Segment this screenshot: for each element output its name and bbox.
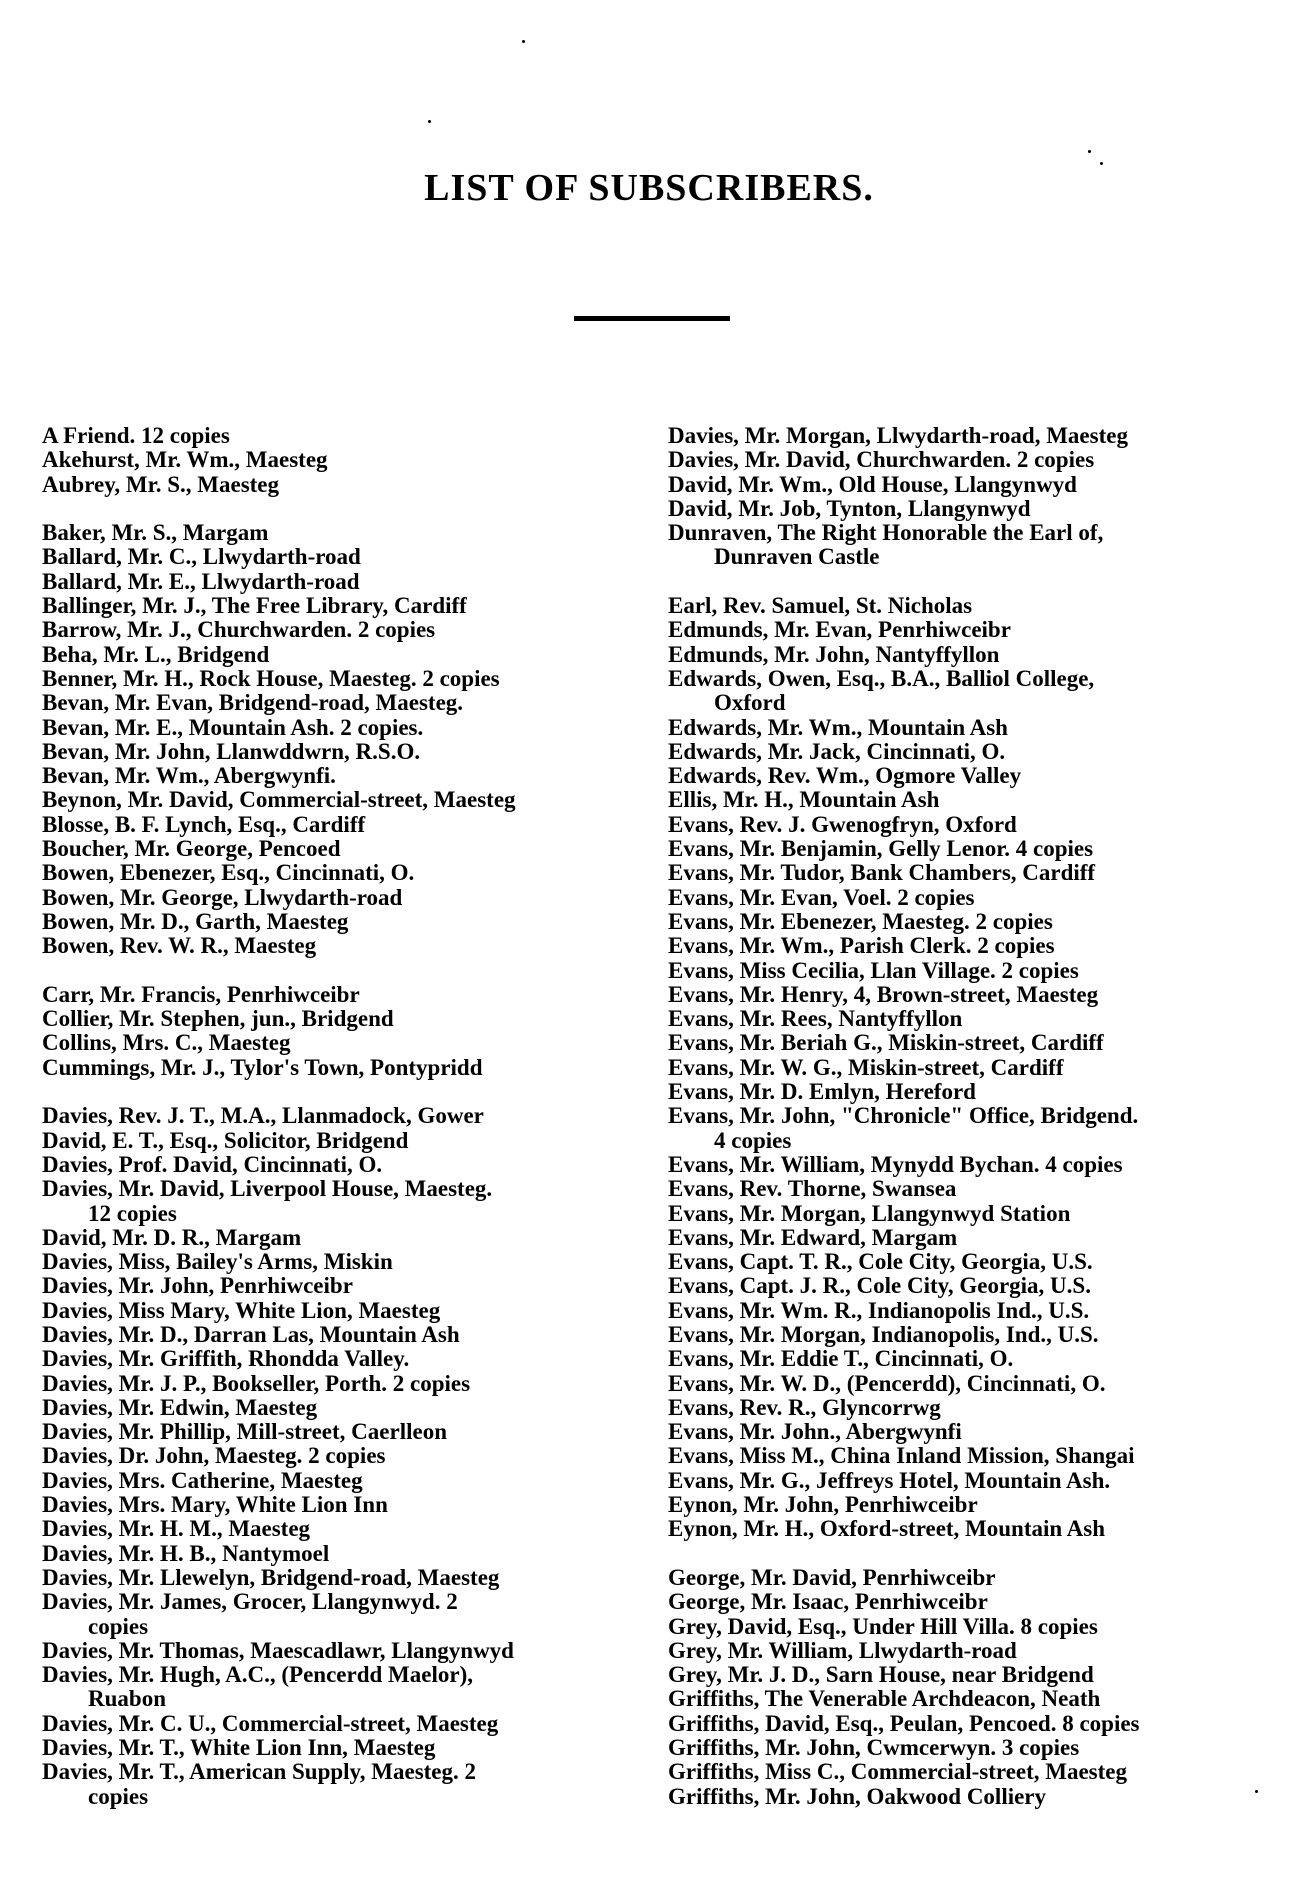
subscriber-group	[42, 983, 632, 1080]
subscriber-entry	[668, 1639, 1258, 1663]
subscriber-entry	[668, 521, 1258, 570]
subscriber-entry-line: Evans, Capt. T. R., Cole City, Georgia, U.S.	[668, 1249, 1093, 1275]
subscriber-entry	[668, 1299, 1258, 1323]
subscriber-entry	[668, 788, 1258, 812]
subscriber-entry-line: Evans, Rev. J. Gwenogfryn, Oxford	[668, 811, 1017, 837]
subscriber-group	[42, 424, 632, 497]
subscriber-entry	[668, 1469, 1258, 1493]
subscriber-entry	[42, 618, 632, 642]
subscriber-entry-line: Davies, Mrs. Catherine, Maesteg	[42, 1467, 363, 1493]
subscriber-entry	[668, 618, 1258, 642]
subscriber-entry-line: Dunraven, The Right Honorable the Earl of,	[668, 520, 1104, 546]
subscriber-entry-line: Evans, Mr. John, "Chronicle" Office, Bridgend.	[668, 1103, 1139, 1129]
subscriber-entry	[42, 1104, 632, 1128]
subscriber-entry	[668, 1687, 1258, 1711]
subscriber-entry	[42, 764, 632, 788]
subscriber-entry-continuation: Dunraven Castle	[714, 544, 880, 570]
subscriber-entry	[668, 643, 1258, 667]
subscriber-entry-continuation: copies	[88, 1613, 149, 1639]
subscriber-entry-line: Blosse, B. F. Lynch, Esq., Cardiff	[42, 811, 366, 837]
subscriber-entry-line: Bowen, Mr. D., Garth, Maesteg	[42, 908, 349, 934]
subscriber-entry	[42, 643, 632, 667]
subscriber-entry	[668, 910, 1258, 934]
subscriber-entry-continuation: Ruabon	[88, 1686, 166, 1712]
subscriber-entry-line: Bevan, Mr. Evan, Bridgend-road, Maesteg.	[42, 690, 464, 716]
subscriber-entry-line: Griffiths, David, Esq., Peulan, Pencoed. 8 copies	[668, 1710, 1140, 1736]
subscriber-entry-line: Griffiths, Mr. John, Oakwood Colliery	[668, 1783, 1047, 1809]
subscriber-entry	[42, 1590, 632, 1639]
page-title: LIST OF SUBSCRIBERS.	[424, 167, 874, 209]
subscriber-entry	[42, 886, 632, 910]
subscriber-entry-line: Edmunds, Mr. Evan, Penrhiwceibr	[668, 617, 1011, 643]
subscriber-entry	[668, 448, 1258, 472]
subscriber-entry	[668, 1615, 1258, 1639]
subscriber-entry	[42, 861, 632, 885]
subscriber-entry	[668, 1590, 1258, 1614]
subscriber-entry	[668, 886, 1258, 910]
subscriber-group	[668, 1566, 1258, 1809]
subscriber-entry-line: Evans, Mr. W. D., (Pencerdd), Cincinnati, O.	[668, 1370, 1106, 1396]
subscriber-entry	[42, 740, 632, 764]
subscriber-entry-line: Evans, Mr. Henry, 4, Brown-street, Maesteg	[668, 981, 1099, 1007]
subscriber-entry-line: Evans, Capt. J. R., Cole City, Georgia, U.S.	[668, 1273, 1091, 1299]
subscriber-entry	[668, 1031, 1258, 1055]
subscriber-entry	[668, 667, 1258, 716]
subscriber-entry-line: Bevan, Mr. Wm., Abergwynfi.	[42, 763, 336, 789]
subscriber-entry	[668, 1663, 1258, 1687]
subscriber-entry	[42, 1056, 632, 1080]
subscriber-entry	[42, 1153, 632, 1177]
subscriber-entry	[42, 983, 632, 1007]
subscriber-entry-line: Evans, Mr. Evan, Voel. 2 copies	[668, 884, 975, 910]
subscriber-entry-line: Evans, Mr. Wm. R., Indianopolis Ind., U.S.	[668, 1297, 1090, 1323]
subscriber-entry	[42, 1396, 632, 1420]
subscriber-entry	[668, 1007, 1258, 1031]
subscriber-entry-line: Davies, Mr. Griffith, Rhondda Valley.	[42, 1346, 410, 1372]
subscriber-entry-line: Eynon, Mr. H., Oxford-street, Mountain Ash	[668, 1516, 1106, 1542]
subscriber-entry	[42, 1177, 632, 1226]
subscriber-entry	[42, 1323, 632, 1347]
subscriber-entry	[42, 1712, 632, 1736]
subscriber-entry	[668, 1566, 1258, 1590]
subscriber-entry-continuation: 12 copies	[88, 1200, 177, 1226]
scan-speck	[522, 40, 525, 43]
subscriber-entry-line: David, Mr. Wm., Old House, Llangynwyd	[668, 471, 1077, 497]
subscriber-entry	[668, 1372, 1258, 1396]
subscriber-entry	[42, 910, 632, 934]
subscriber-entry-line: Aubrey, Mr. S., Maesteg	[42, 471, 280, 497]
subscriber-entry-line: David, Mr. D. R., Margam	[42, 1224, 302, 1250]
subscriber-entry-line: Bowen, Ebenezer, Esq., Cincinnati, O.	[42, 860, 415, 886]
subscriber-entry	[42, 1469, 632, 1493]
subscriber-entry	[668, 1444, 1258, 1468]
subscriber-entry-line: George, Mr. David, Penrhiwceibr	[668, 1564, 996, 1590]
subscriber-entry	[42, 1031, 632, 1055]
subscriber-entry	[42, 1007, 632, 1031]
subscriber-entry	[668, 1153, 1258, 1177]
subscriber-entry-line: Davies, Miss Mary, White Lion, Maesteg	[42, 1297, 441, 1323]
subscriber-entry	[42, 667, 632, 691]
subscriber-entry	[668, 1226, 1258, 1250]
subscriber-entry	[42, 813, 632, 837]
subscriber-entry-line: Davies, Mr. Llewelyn, Bridgend-road, Maesteg	[42, 1564, 500, 1590]
subscriber-entry	[42, 934, 632, 958]
subscriber-entry	[42, 521, 632, 545]
scan-speck	[428, 120, 431, 123]
subscriber-entry-line: Davies, Mr. H. B., Nantymoel	[42, 1540, 330, 1566]
subscriber-entry-line: Davies, Mr. Morgan, Llwydarth-road, Maesteg	[668, 423, 1128, 448]
subscriber-entry-line: Cummings, Mr. J., Tylor's Town, Pontypridd	[42, 1054, 483, 1080]
subscriber-entry-line: Davies, Mr. D., Darran Las, Mountain Ash	[42, 1321, 460, 1347]
subscriber-entry-line: Beynon, Mr. David, Commercial-street, Maesteg	[42, 787, 516, 813]
subscriber-entry	[668, 1712, 1258, 1736]
subscriber-entry	[42, 1420, 632, 1444]
subscriber-entry	[42, 1226, 632, 1250]
subscriber-entry-line: Evans, Mr. John., Abergwynfi	[668, 1419, 962, 1445]
subscriber-entry	[42, 1736, 632, 1760]
subscriber-entry	[668, 1323, 1258, 1347]
subscriber-entry	[668, 1736, 1258, 1760]
subscriber-entry-line: Davies, Mr. David, Liverpool House, Maesteg.	[42, 1176, 493, 1202]
subscriber-entry-line: Akehurst, Mr. Wm., Maesteg	[42, 447, 328, 473]
subscriber-entry	[42, 1542, 632, 1566]
subscriber-entry	[42, 1372, 632, 1396]
subscriber-entry-line: Edwards, Owen, Esq., B.A., Balliol College,	[668, 665, 1095, 691]
subscriber-entry-line: Bowen, Rev. W. R., Maesteg	[42, 933, 317, 959]
subscriber-entry-line: Evans, Miss M., China Inland Mission, Shangai	[668, 1443, 1135, 1469]
subscriber-entry-line: Davies, Mr. J. P., Bookseller, Porth. 2 copies	[42, 1370, 471, 1396]
subscriber-entry-line: Davies, Mr. Phillip, Mill-street, Caerlleon	[42, 1419, 447, 1445]
subscriber-entry-line: Baker, Mr. S., Margam	[42, 520, 269, 546]
subscriber-entry	[42, 1517, 632, 1541]
subscriber-entry	[668, 716, 1258, 740]
subscriber-entry	[42, 545, 632, 569]
subscriber-entry-line: Evans, Rev. R., Glyncorrwg	[668, 1394, 941, 1420]
subscriber-entry-line: Griffiths, Miss C., Commercial-street, Maesteg	[668, 1759, 1128, 1785]
subscriber-entry-continuation: 4 copies	[714, 1127, 792, 1153]
subscriber-entry-line: Griffiths, Mr. John, Cwmcerwyn. 3 copies	[668, 1735, 1080, 1761]
subscriber-entry-line: Edwards, Mr. Wm., Mountain Ash	[668, 714, 1008, 740]
subscriber-entry	[668, 934, 1258, 958]
subscriber-entry	[42, 1299, 632, 1323]
subscriber-entry	[668, 1347, 1258, 1371]
subscriber-entry-continuation: copies	[88, 1783, 149, 1809]
subscriber-entry	[668, 1056, 1258, 1080]
subscriber-entry	[42, 570, 632, 594]
subscriber-entry-line: Evans, Mr. Tudor, Bank Chambers, Cardiff	[668, 860, 1096, 886]
subscriber-entry-line: Davies, Miss, Bailey's Arms, Miskin	[42, 1249, 393, 1275]
subscriber-entry-line: Davies, Dr. John, Maesteg. 2 copies	[42, 1443, 386, 1469]
subscriber-entry	[42, 1493, 632, 1517]
subscriber-entry-line: Evans, Mr. W. G., Miskin-street, Cardiff	[668, 1054, 1064, 1080]
subscriber-entry-line: Carr, Mr. Francis, Penrhiwceibr	[42, 981, 360, 1007]
subscriber-entry	[42, 1444, 632, 1468]
subscriber-entry-line: Evans, Mr. Morgan, Llangynwyd Station	[668, 1200, 1071, 1226]
subscriber-entry	[668, 813, 1258, 837]
subscriber-entry	[42, 473, 632, 497]
subscriber-entry-line: Grey, Mr. J. D., Sarn House, near Bridgend	[668, 1662, 1094, 1688]
subscriber-entry	[42, 1274, 632, 1298]
subscriber-entry	[668, 594, 1258, 618]
subscriber-entry-line: Evans, Mr. Morgan, Indianopolis, Ind., U.S.	[668, 1321, 1099, 1347]
subscriber-entry-line: Evans, Rev. Thorne, Swansea	[668, 1176, 957, 1202]
subscriber-entry	[668, 1250, 1258, 1274]
subscriber-entry	[668, 861, 1258, 885]
scan-speck	[1088, 150, 1091, 153]
subscriber-entry-line: Ballard, Mr. E., Llwydarth-road	[42, 568, 360, 594]
subscriber-entry	[42, 424, 632, 448]
subscriber-entry-line: Griffiths, The Venerable Archdeacon, Neath	[668, 1686, 1101, 1712]
subscriber-entry-line: Davies, Mr. T., American Supply, Maesteg. 2	[42, 1759, 477, 1785]
subscriber-group	[668, 424, 1258, 570]
subscriber-entry-line: Davies, Mr. T., White Lion Inn, Maesteg	[42, 1735, 436, 1761]
subscriber-entry-line: Ballinger, Mr. J., The Free Library, Cardiff	[42, 593, 467, 619]
subscriber-entry	[42, 1129, 632, 1153]
subscriber-entry	[668, 1177, 1258, 1201]
subscriber-entry	[668, 740, 1258, 764]
subscriber-entry	[668, 473, 1258, 497]
subscriber-entry-line: Evans, Mr. Wm., Parish Clerk. 2 copies	[668, 933, 1055, 959]
subscriber-entry-line: David, Mr. Job, Tynton, Llangynwyd	[668, 495, 1031, 521]
subscriber-entry-line: Bowen, Mr. George, Llwydarth-road	[42, 884, 403, 910]
subscriber-entry-line: Evans, Mr. Beriah G., Miskin-street, Cardiff	[668, 1030, 1104, 1056]
subscriber-entry	[42, 1639, 632, 1663]
subscriber-entry-line: David, E. T., Esq., Solicitor, Bridgend	[42, 1127, 409, 1153]
subscriber-entry-line: Davies, Prof. David, Cincinnati, O.	[42, 1151, 383, 1177]
subscriber-entry-line: Beha, Mr. L., Bridgend	[42, 641, 270, 667]
subscriber-entry-line: Barrow, Mr. J., Churchwarden. 2 copies	[42, 617, 436, 643]
subscriber-entry	[668, 497, 1258, 521]
subscriber-entry-continuation: Oxford	[714, 690, 786, 716]
subscriber-entry-line: Evans, Mr. Rees, Nantyffyllon	[668, 1006, 963, 1032]
subscriber-group	[42, 1104, 632, 1809]
subscriber-entry	[668, 1274, 1258, 1298]
subscriber-entry-line: Ballard, Mr. C., Llwydarth-road	[42, 544, 361, 570]
subscriber-entry	[668, 1104, 1258, 1153]
subscriber-entry-line: Davies, Mr. C. U., Commercial-street, Maesteg	[42, 1710, 499, 1736]
subscriber-entry	[668, 424, 1258, 448]
subscriber-entry-line: Evans, Mr. Ebenezer, Maesteg. 2 copies	[668, 908, 1053, 934]
subscriber-entry-line: Davies, Mr. Thomas, Maescadlawr, Llangynwyd	[42, 1637, 514, 1663]
subscriber-entry-line: Evans, Mr. William, Mynydd Bychan. 4 copies	[668, 1151, 1123, 1177]
subscriber-entry	[668, 764, 1258, 788]
subscriber-entry	[668, 959, 1258, 983]
subscriber-entry-line: Edwards, Mr. Jack, Cincinnati, O.	[668, 738, 1006, 764]
subscriber-entry	[42, 837, 632, 861]
subscriber-entry	[42, 448, 632, 472]
subscriber-entry	[668, 1760, 1258, 1784]
subscriber-entry	[668, 1396, 1258, 1420]
subscriber-entry-line: A Friend. 12 copies	[42, 423, 230, 448]
subscriber-entry-line: Evans, Mr. Benjamin, Gelly Lenor. 4 copies	[668, 836, 1094, 862]
subscriber-entry	[42, 716, 632, 740]
subscriber-entry	[42, 1250, 632, 1274]
subscriber-group	[668, 594, 1258, 1542]
subscriber-entry-line: Earl, Rev. Samuel, St. Nicholas	[668, 593, 973, 619]
subscriber-entry	[668, 1202, 1258, 1226]
subscriber-entry	[668, 1517, 1258, 1541]
subscriber-entry-line: Davies, Mr. H. M., Maesteg	[42, 1516, 311, 1542]
subscriber-column-right	[668, 424, 1258, 1833]
subscriber-column-left	[42, 424, 632, 1833]
subscriber-entry-line: Evans, Miss Cecilia, Llan Village. 2 copies	[668, 957, 1079, 983]
subscriber-entry-line: Bevan, Mr. John, Llanwddwrn, R.S.O.	[42, 738, 421, 764]
subscriber-entry-line: Davies, Mr. Hugh, A.C., (Pencerdd Maelor),	[42, 1662, 473, 1688]
subscriber-entry	[668, 983, 1258, 1007]
subscriber-entry-line: Ellis, Mr. H., Mountain Ash	[668, 787, 940, 813]
subscriber-entry-line: Grey, David, Esq., Under Hill Villa. 8 copies	[668, 1613, 1098, 1639]
subscriber-entry	[668, 1785, 1258, 1809]
subscriber-entry	[42, 1347, 632, 1371]
subscriber-entry-line: Davies, Rev. J. T., M.A., Llanmadock, Gower	[42, 1103, 484, 1129]
subscriber-entry	[42, 1760, 632, 1809]
scan-speck	[1100, 162, 1103, 165]
subscriber-entry	[42, 594, 632, 618]
subscriber-entry-line: Collier, Mr. Stephen, jun., Bridgend	[42, 1006, 394, 1032]
subscriber-entry-line: Evans, Mr. Edward, Margam	[668, 1224, 958, 1250]
subscriber-entry-line: Davies, Mr. Edwin, Maesteg	[42, 1394, 318, 1420]
subscriber-entry-line: Edmunds, Mr. John, Nantyffyllon	[668, 641, 1000, 667]
subscriber-entry-line: Bevan, Mr. E., Mountain Ash. 2 copies.	[42, 714, 424, 740]
subscriber-entry-line: Eynon, Mr. John, Penrhiwceibr	[668, 1492, 978, 1518]
subscriber-entry-line: Davies, Mrs. Mary, White Lion Inn	[42, 1492, 388, 1518]
subscriber-entry	[42, 788, 632, 812]
scan-speck	[1255, 1790, 1258, 1793]
subscriber-entry-line: Collins, Mrs. C., Maesteg	[42, 1030, 291, 1056]
subscriber-entry	[668, 1493, 1258, 1517]
subscriber-entry-line: Davies, Mr. James, Grocer, Llangynwyd. 2	[42, 1589, 458, 1615]
subscriber-entry	[42, 691, 632, 715]
subscriber-entry-line: Edwards, Rev. Wm., Ogmore Valley	[668, 763, 1022, 789]
subscriber-entry	[42, 1663, 632, 1712]
subscriber-entry-line: Davies, Mr. John, Penrhiwceibr	[42, 1273, 353, 1299]
title-divider	[574, 316, 730, 321]
subscriber-entry-line: Evans, Mr. Eddie T., Cincinnati, O.	[668, 1346, 1014, 1372]
subscriber-entry-line: Grey, Mr. William, Llwydarth-road	[668, 1637, 1017, 1663]
subscriber-entry-line: Boucher, Mr. George, Pencoed	[42, 836, 341, 862]
subscriber-entry-line: Evans, Mr. G., Jeffreys Hotel, Mountain Ash.	[668, 1467, 1111, 1493]
subscriber-entry	[668, 1420, 1258, 1444]
subscriber-entry-line: George, Mr. Isaac, Penrhiwceibr	[668, 1589, 988, 1615]
subscriber-entry	[42, 1566, 632, 1590]
subscriber-entry	[668, 837, 1258, 861]
subscriber-entry-line: Davies, Mr. David, Churchwarden. 2 copies	[668, 447, 1095, 473]
subscriber-group	[42, 521, 632, 958]
subscriber-entry	[668, 1080, 1258, 1104]
subscriber-entry-line: Evans, Mr. D. Emlyn, Hereford	[668, 1079, 976, 1105]
subscriber-entry-line: Benner, Mr. H., Rock House, Maesteg. 2 copies	[42, 665, 500, 691]
